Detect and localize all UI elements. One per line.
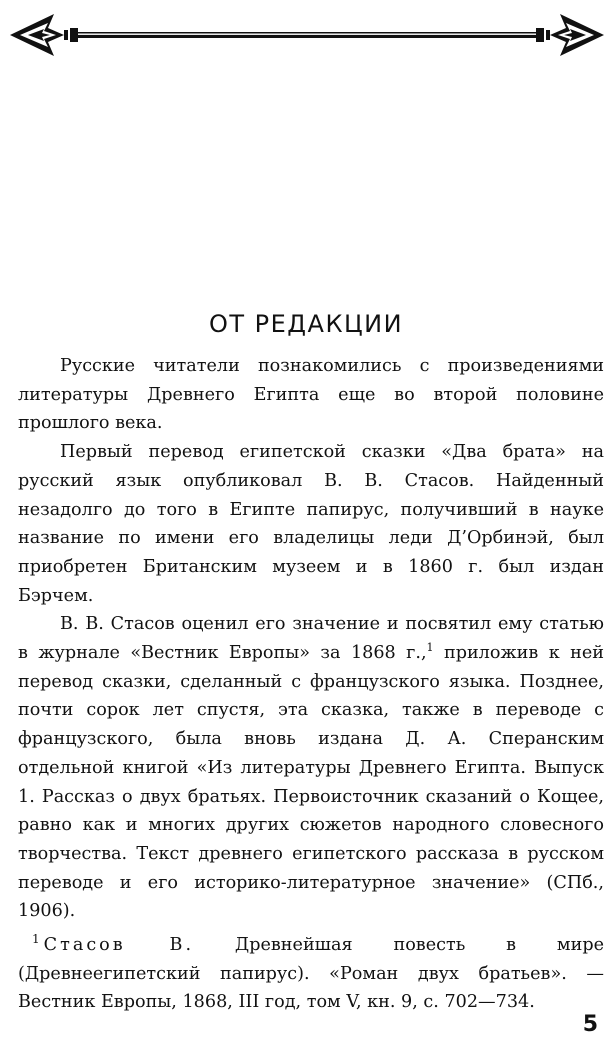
paragraph-3 [18, 610, 604, 926]
footnote-citation: Древнейшая повесть в мире (Древнеегипетский папирус). «Роман двух братьев». — Вестник Европы, 1868, III год, том V, кн. 9, с. 702—734. [18, 935, 604, 1013]
footnote-mark: 1 [32, 932, 40, 947]
spear-shaft [78, 32, 536, 38]
paragraph-1: Русские читатели познакомились с произведениями литературы Древнего Египта еще во второй половине прошлого века. [18, 356, 604, 434]
footnote-reference[interactable]: 1 [426, 641, 434, 655]
paragraph-3-start: В. В. Стасов оценил его значение и посвятил ему статью в журнале «Вестник Европы» за 1868 г., [18, 614, 604, 664]
paragraph-3-end: приложив к ней перевод сказки, сделанный с французского языка. Позднее, почти сорок лет спустя, эта сказка, также в переводе с французского, была вновь издана Д. А. Сперанским отдельной книгой «Из литературы Древнего Египта. Выпуск 1. Рассказ о двух братьях. Первоисточник сказаний о Кощее, равно как и многих других сюжетов народного словесного творчества. Текст древнего египетского рассказа в русском переводе и его историко-литературное значение» (СПб., 1906). [18, 643, 604, 922]
footnote-author: Стасов В. [43, 935, 195, 955]
spear-ornament [8, 12, 606, 58]
footnote [18, 931, 604, 1017]
paragraph-2: Первый перевод египетской сказки «Два брата» на русский язык опубликовал В. В. Стасов. Найденный незадолго до того в Египте папирус, получивший в науке название по имени его владелицы леди Д’Орбинэй, был приобретен Британским музеем и в 1860 г. был издан Бэрчем. [18, 442, 604, 606]
footnote-text [18, 931, 604, 1017]
editorial-body [18, 352, 604, 926]
page-title: ОТ РЕДАКЦИИ [208, 310, 404, 338]
page-number: 5 [582, 1012, 598, 1037]
